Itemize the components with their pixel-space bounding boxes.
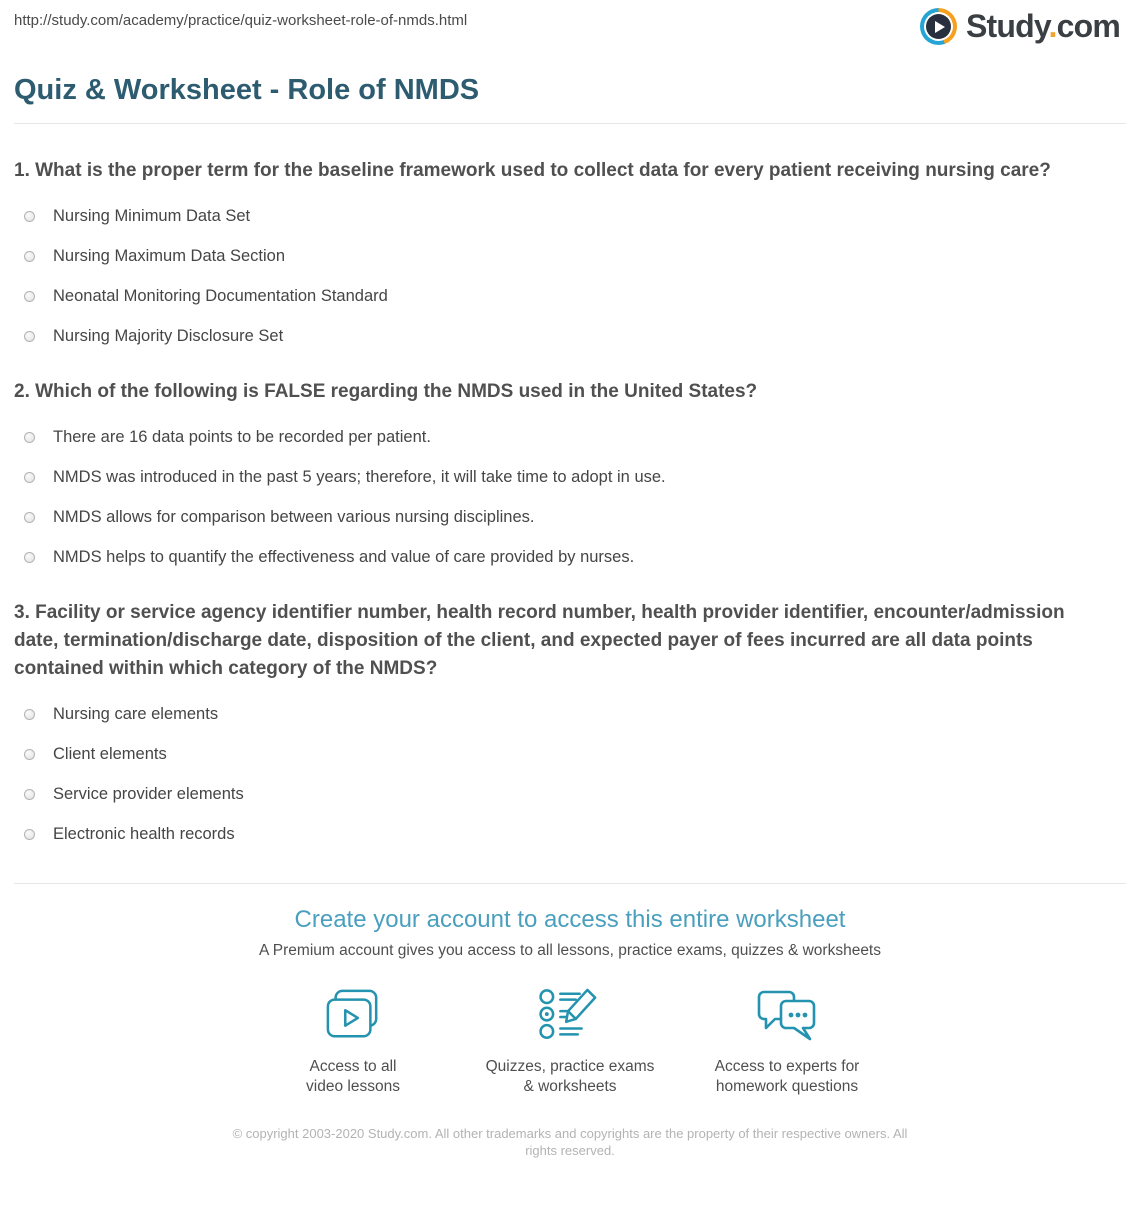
- question-1-text: 1. What is the proper term for the baseline framework used to collect data for every patient receiving nursing care?: [14, 160, 1051, 181]
- radio-button[interactable]: [24, 211, 35, 222]
- logo-dot: .: [1048, 8, 1057, 44]
- benefit-label: [462, 1057, 679, 1097]
- question-1-options: [24, 208, 1126, 345]
- logo-word-com: com: [1056, 8, 1120, 44]
- copyright-notice: © copyright 2003-2020 Study.com. All other trademarks and copyrights are the property of their respective owners. All rights reserved.: [232, 1126, 908, 1158]
- cta-subheading: A Premium account gives you access to all lessons, practice exams, quizzes & worksheets: [259, 942, 881, 959]
- option-label[interactable]: Nursing Minimum Data Set: [53, 207, 251, 225]
- question-2-text: 2. Which of the following is FALSE regarding the NMDS used in the United States?: [14, 381, 758, 402]
- answer-option[interactable]: [24, 706, 1126, 723]
- video-lessons-icon: [321, 1031, 385, 1048]
- experts-chat-icon: [754, 1031, 820, 1048]
- question-3: [14, 599, 1126, 843]
- answer-option[interactable]: [24, 469, 1126, 486]
- quizzes-worksheets-icon: [536, 1031, 604, 1048]
- option-label[interactable]: There are 16 data points to be recorded per patient.: [53, 428, 431, 446]
- answer-option[interactable]: [24, 746, 1126, 763]
- cta-section: [14, 906, 1126, 960]
- studycom-logo-text: [966, 8, 1120, 45]
- question-3-options: [24, 706, 1126, 843]
- page-title: Quiz & Worksheet - Role of NMDS: [14, 74, 480, 106]
- option-label[interactable]: Nursing care elements: [53, 705, 219, 723]
- radio-button[interactable]: [24, 251, 35, 262]
- answer-option[interactable]: [24, 549, 1126, 566]
- radio-button[interactable]: [24, 291, 35, 302]
- answer-option[interactable]: [24, 288, 1126, 305]
- radio-button[interactable]: [24, 829, 35, 840]
- radio-button[interactable]: [24, 331, 35, 342]
- answer-option[interactable]: [24, 328, 1126, 345]
- radio-button[interactable]: [24, 709, 35, 720]
- page-url: http://study.com/academy/practice/quiz-worksheet-role-of-nmds.html: [14, 12, 468, 29]
- benefit-expert-help: [679, 988, 896, 1097]
- cta-heading[interactable]: Create your account to access this entire worksheet: [294, 906, 846, 933]
- radio-button[interactable]: [24, 472, 35, 483]
- option-label[interactable]: Neonatal Monitoring Documentation Standard: [53, 287, 388, 305]
- answer-option[interactable]: [24, 826, 1126, 843]
- option-label[interactable]: NMDS was introduced in the past 5 years; therefore, it will take time to adopt in use.: [53, 468, 666, 486]
- benefit-video-lessons: [245, 988, 462, 1097]
- answer-option[interactable]: [24, 509, 1126, 526]
- option-label[interactable]: Client elements: [53, 745, 167, 763]
- benefit-quizzes-worksheets: [462, 988, 679, 1097]
- studycom-logo-icon: [920, 8, 957, 45]
- benefit-label-line2: & worksheets: [523, 1078, 617, 1095]
- answer-option[interactable]: [24, 208, 1126, 225]
- option-label[interactable]: NMDS helps to quantify the effectiveness and value of care provided by nurses.: [53, 548, 635, 566]
- benefit-label-line1: Quizzes, practice exams: [485, 1058, 655, 1075]
- option-label[interactable]: Nursing Majority Disclosure Set: [53, 327, 284, 345]
- answer-option[interactable]: [24, 786, 1126, 803]
- option-label[interactable]: Electronic health records: [53, 825, 235, 843]
- radio-button[interactable]: [24, 432, 35, 443]
- benefits-row: [14, 988, 1126, 1097]
- option-label[interactable]: Nursing Maximum Data Section: [53, 247, 285, 265]
- header: [14, 0, 1126, 45]
- radio-button[interactable]: [24, 512, 35, 523]
- question-2-options: [24, 429, 1126, 566]
- benefit-label: [679, 1057, 896, 1097]
- question-1: [14, 157, 1126, 345]
- logo-word-study: Study: [965, 8, 1049, 44]
- benefit-label-line1: Access to all: [309, 1058, 397, 1075]
- answer-option[interactable]: [24, 429, 1126, 446]
- radio-button[interactable]: [24, 552, 35, 563]
- option-label[interactable]: Service provider elements: [53, 785, 244, 803]
- studycom-logo[interactable]: [920, 8, 1120, 45]
- radio-button[interactable]: [24, 749, 35, 760]
- divider-bottom: [14, 883, 1126, 884]
- benefit-label-line1: Access to experts for: [714, 1058, 860, 1075]
- option-label[interactable]: NMDS allows for comparison between various nursing disciplines.: [53, 508, 535, 526]
- question-3-text: 3. Facility or service agency identifier number, health record number, health provider identifier, encounter/admission date, termination/discharge date, disposition of the client, and expected payer of fees incurred are all data points contained within which category of the NMDS?: [14, 602, 1065, 679]
- answer-option[interactable]: [24, 248, 1126, 265]
- play-icon: [926, 14, 951, 39]
- benefit-label-line2: video lessons: [306, 1078, 400, 1095]
- benefit-label: [245, 1057, 462, 1097]
- divider-top: [14, 123, 1126, 124]
- benefit-label-line2: homework questions: [715, 1078, 859, 1095]
- question-2: [14, 378, 1126, 566]
- radio-button[interactable]: [24, 789, 35, 800]
